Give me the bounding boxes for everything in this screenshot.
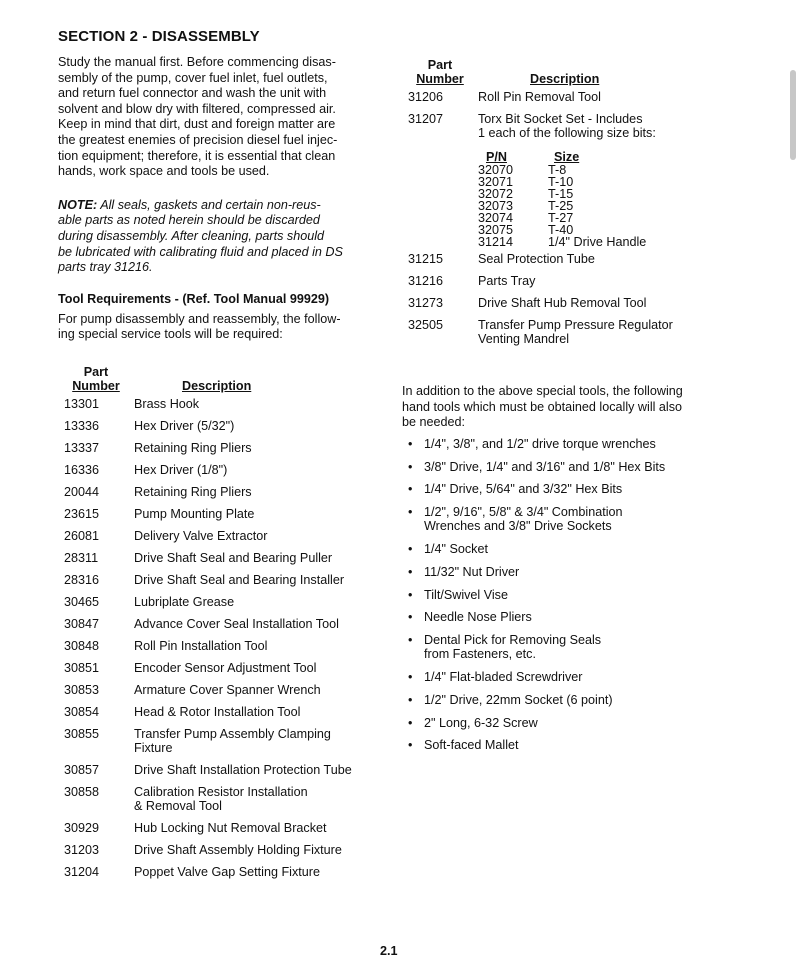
bullet-icon: • xyxy=(408,505,413,520)
list-item-line: 3/8" Drive, 1/4" and 3/16" and 1/8" Hex Bits xyxy=(424,459,666,474)
part-description xyxy=(134,679,352,701)
bit-pn: 32073 xyxy=(478,199,514,213)
bit-size: T-40 xyxy=(548,223,574,237)
intro-paragraph xyxy=(58,55,380,180)
list-item-line: Needle Nose Pliers xyxy=(424,610,532,625)
bullet-icon: • xyxy=(408,587,413,602)
bit-pn: 31214 xyxy=(478,235,514,249)
part-number: 31204 xyxy=(64,864,100,879)
part-description xyxy=(478,248,673,270)
bullet-icon: • xyxy=(408,610,413,625)
table-row xyxy=(58,437,352,459)
part-description xyxy=(134,635,352,657)
part-description xyxy=(134,839,352,861)
description-line: Hex Driver (5/32") xyxy=(134,418,235,433)
hand-tools-intro-line: In addition to the above special tools, the following xyxy=(402,384,683,398)
table-row xyxy=(58,635,352,657)
table-row xyxy=(58,415,352,437)
part-number: 23615 xyxy=(64,506,100,521)
description-line: Head & Rotor Installation Tool xyxy=(134,704,301,719)
tool-requirements-text xyxy=(58,312,380,343)
left-tools-table xyxy=(58,365,352,883)
page-number: 2.1 xyxy=(380,944,398,958)
table-row xyxy=(58,525,352,547)
part-number: 30465 xyxy=(64,594,100,609)
part-description xyxy=(478,108,673,144)
left-tools-body xyxy=(58,393,352,883)
list-item-line: 1/4", 3/8", and 1/2" drive torque wrenches xyxy=(424,436,656,451)
description-line: Drive Shaft Seal and Bearing Puller xyxy=(134,550,333,565)
part-description xyxy=(134,781,352,817)
list-item xyxy=(402,588,742,602)
part-number: 30848 xyxy=(64,638,100,653)
bullet-icon: • xyxy=(408,715,413,730)
tool-requirements-line: For pump disassembly and reassembly, the follow- xyxy=(58,311,341,326)
description-line: 1 each of the following size bits: xyxy=(478,126,656,140)
bullet-icon: • xyxy=(408,669,413,684)
list-item-line: 1/4" Socket xyxy=(424,541,488,556)
part-number: 30847 xyxy=(64,616,100,631)
part-number: 13336 xyxy=(64,418,100,433)
part-number: 31207 xyxy=(408,112,444,126)
note-paragraph xyxy=(58,198,380,276)
part-number: 31273 xyxy=(408,296,444,310)
description-line: Armature Cover Spanner Wrench xyxy=(134,682,321,697)
part-description xyxy=(134,613,352,635)
part-number: 13337 xyxy=(64,440,100,455)
table-row xyxy=(402,292,673,314)
size-header: Size xyxy=(554,150,580,164)
part-number: 31206 xyxy=(408,90,444,104)
list-item xyxy=(402,633,742,661)
description-header xyxy=(478,58,673,86)
intro-line: and return fuel connector and wash the unit with xyxy=(58,86,327,101)
table-row xyxy=(58,861,352,883)
right-tools-table xyxy=(402,58,673,350)
part-number: 30857 xyxy=(64,762,100,777)
list-item xyxy=(402,482,742,496)
table-row xyxy=(58,547,352,569)
description-line: Advance Cover Seal Installation Tool xyxy=(134,616,339,631)
part-number: 20044 xyxy=(64,484,100,499)
note-line: be lubricated with calibrating fluid and placed in DS xyxy=(58,244,343,259)
part-description xyxy=(134,817,352,839)
part-description xyxy=(134,503,352,525)
note-line: able parts as noted herein should be discarded xyxy=(58,213,320,228)
note-text: All seals, gaskets and certain non-reus- xyxy=(100,197,321,212)
description-line: Hub Locking Nut Removal Bracket xyxy=(134,820,327,835)
part-description xyxy=(134,701,352,723)
table-row xyxy=(58,657,352,679)
table-row xyxy=(58,481,352,503)
bit-pn: 32074 xyxy=(478,211,514,225)
bullet-icon: • xyxy=(408,738,413,753)
part-number: 31216 xyxy=(408,274,444,288)
list-item-line: 2" Long, 6-32 Screw xyxy=(424,715,538,730)
part-description xyxy=(134,393,352,415)
description-line: Transfer Pump Assembly Clamping xyxy=(134,726,331,741)
bit-size-header xyxy=(478,150,673,164)
list-item xyxy=(402,460,742,474)
hand-tools-intro-line: hand tools which must be obtained locally will also xyxy=(402,399,683,414)
table-row xyxy=(58,817,352,839)
table-row xyxy=(402,86,673,108)
bullet-icon: • xyxy=(408,564,413,579)
description-line: Transfer Pump Pressure Regulator xyxy=(478,318,673,332)
part-description xyxy=(478,86,673,108)
part-number: 13301 xyxy=(64,396,100,411)
bullet-icon: • xyxy=(408,633,413,648)
note-line: during disassembly. After cleaning, parts should xyxy=(58,228,325,243)
intro-line: solvent and blow dry with filtered, compressed air. xyxy=(58,101,336,116)
description-line: Drive Shaft Seal and Bearing Installer xyxy=(134,572,345,587)
bullet-icon: • xyxy=(408,692,413,707)
list-item-line: 1/4" Drive, 5/64" and 3/32" Hex Bits xyxy=(424,482,623,497)
part-description xyxy=(478,270,673,292)
bullet-icon: • xyxy=(408,436,413,451)
list-item xyxy=(402,505,742,533)
bullet-icon: • xyxy=(408,459,413,474)
part-description xyxy=(134,459,352,481)
left-column xyxy=(58,28,380,883)
table-row xyxy=(402,314,673,350)
list-item-line: 1/2", 9/16", 5/8" & 3/4" Combination xyxy=(424,505,623,520)
description-line: Encoder Sensor Adjustment Tool xyxy=(134,660,317,675)
description-line: Fixture xyxy=(134,740,173,755)
section-title: SECTION 2 - DISASSEMBLY xyxy=(58,28,260,45)
note-line: parts tray 31216. xyxy=(58,260,153,275)
bullet-icon: • xyxy=(408,482,413,497)
list-item xyxy=(402,738,742,752)
note-label: NOTE: xyxy=(58,197,98,212)
list-item xyxy=(402,437,742,451)
torx-bit-list xyxy=(402,144,673,248)
list-item-line: Dental Pick for Removing Seals xyxy=(424,633,602,648)
tool-requirements-title: Tool Requirements - (Ref. Tool Manual 99929) xyxy=(58,291,330,306)
part-number: 30855 xyxy=(64,726,100,741)
tool-requirements-line: ing special service tools will be required: xyxy=(58,327,283,342)
table-row xyxy=(58,679,352,701)
part-number: 28316 xyxy=(64,572,100,587)
scrollbar-thumb[interactable] xyxy=(790,70,796,160)
bit-rows xyxy=(478,164,673,248)
part-number: 30854 xyxy=(64,704,100,719)
list-item-line: Tilt/Swivel Vise xyxy=(424,587,508,602)
bit-size: T-10 xyxy=(548,175,574,189)
description-line: Pump Mounting Plate xyxy=(134,506,255,521)
part-description xyxy=(134,591,352,613)
part-description xyxy=(134,481,352,503)
description-line: Seal Protection Tube xyxy=(478,252,595,266)
table-row xyxy=(58,459,352,481)
description-line: Lubriplate Grease xyxy=(134,594,235,609)
description-line: Drive Shaft Installation Protection Tube xyxy=(134,762,352,777)
part-number: 31203 xyxy=(64,842,100,857)
part-description xyxy=(134,723,352,759)
table-row xyxy=(58,701,352,723)
list-item-line: Wrenches and 3/8" Drive Sockets xyxy=(424,519,612,534)
bit-size-block xyxy=(478,150,673,248)
table-row xyxy=(402,108,673,144)
description-line: Drive Shaft Hub Removal Tool xyxy=(478,296,647,310)
part-description xyxy=(134,657,352,679)
bit-size: 1/4" Drive Handle xyxy=(548,235,647,249)
table-row xyxy=(58,569,352,591)
list-item-line: 1/2" Drive, 22mm Socket (6 point) xyxy=(424,692,613,707)
part-number: 16336 xyxy=(64,462,100,477)
table-row xyxy=(58,591,352,613)
part-description xyxy=(478,292,673,314)
bit-pn: 32072 xyxy=(478,187,514,201)
right-tools-body-b xyxy=(402,248,673,350)
part-description xyxy=(134,415,352,437)
list-item-line: Soft-faced Mallet xyxy=(424,738,519,753)
pn-header: P/N xyxy=(486,150,507,164)
description-line: Parts Tray xyxy=(478,274,536,288)
table-row xyxy=(58,781,352,817)
table-row xyxy=(402,248,673,270)
table-row xyxy=(58,613,352,635)
intro-line: Keep in mind that dirt, dust and foreign matter are xyxy=(58,117,336,132)
part-description xyxy=(134,861,352,883)
description-line: Hex Driver (1/8") xyxy=(134,462,228,477)
list-item xyxy=(402,542,742,556)
description-line: Retaining Ring Pliers xyxy=(134,440,252,455)
intro-line: the greatest enemies of precision diesel fuel injec- xyxy=(58,132,338,147)
list-item xyxy=(402,565,742,579)
description-line: Delivery Valve Extractor xyxy=(134,528,268,543)
table-row xyxy=(58,759,352,781)
description-line: Brass Hook xyxy=(134,396,200,411)
header-description: Description xyxy=(182,378,252,393)
part-description xyxy=(134,569,352,591)
header-number: Number xyxy=(416,72,464,86)
part-description xyxy=(134,759,352,781)
hand-tools-intro-line: be needed: xyxy=(402,415,466,430)
intro-line: hands, work space and tools be used. xyxy=(58,164,270,179)
part-number: 30851 xyxy=(64,660,100,675)
part-number: 26081 xyxy=(64,528,100,543)
part-number: 30858 xyxy=(64,784,100,799)
bit-row xyxy=(478,236,673,248)
hand-tools-list xyxy=(402,437,742,753)
bit-size: T-15 xyxy=(548,187,574,201)
part-number: 32505 xyxy=(408,318,444,332)
description-line: Retaining Ring Pliers xyxy=(134,484,252,499)
intro-line: tion equipment; therefore, it is essential that clean xyxy=(58,148,336,163)
table-row xyxy=(58,723,352,759)
description-line: Drive Shaft Assembly Holding Fixture xyxy=(134,842,342,857)
right-column xyxy=(402,58,742,761)
description-line: Venting Mandrel xyxy=(478,332,570,346)
description-line: Roll Pin Removal Tool xyxy=(478,90,601,104)
bit-pn: 32071 xyxy=(478,175,514,189)
description-line: Torx Bit Socket Set - Includes xyxy=(478,112,643,126)
list-item xyxy=(402,670,742,684)
intro-line: Study the manual first. Before commencing disas- xyxy=(58,55,336,69)
bit-size: T-8 xyxy=(548,163,567,177)
header-number: Number xyxy=(72,378,120,393)
bit-pn: 32070 xyxy=(478,163,514,177)
table-row xyxy=(58,839,352,861)
header-part: Part xyxy=(83,364,109,379)
table-row xyxy=(402,270,673,292)
part-description xyxy=(134,437,352,459)
list-item xyxy=(402,693,742,707)
description-header xyxy=(134,365,352,393)
bit-size: T-27 xyxy=(548,211,574,225)
part-description xyxy=(134,547,352,569)
list-item-line: 11/32" Nut Driver xyxy=(424,564,520,579)
hand-tools-intro xyxy=(402,384,742,431)
part-number-header xyxy=(58,365,134,393)
description-line: Poppet Valve Gap Setting Fixture xyxy=(134,864,320,879)
list-item xyxy=(402,610,742,624)
part-number: 30853 xyxy=(64,682,100,697)
header-part: Part xyxy=(427,58,453,72)
part-number-header xyxy=(402,58,478,86)
list-item xyxy=(402,716,742,730)
note-line xyxy=(58,198,380,214)
table-row xyxy=(58,503,352,525)
bit-pn: 32075 xyxy=(478,223,514,237)
intro-line: sembly of the pump, cover fuel inlet, fuel outlets, xyxy=(58,70,328,85)
table-row xyxy=(58,393,352,415)
right-tools-body-a xyxy=(402,86,673,144)
list-item-line: from Fasteners, etc. xyxy=(424,647,536,662)
part-number: 28311 xyxy=(64,550,99,565)
description-line: Roll Pin Installation Tool xyxy=(134,638,268,653)
bit-size: T-25 xyxy=(548,199,574,213)
part-description xyxy=(134,525,352,547)
part-number: 31215 xyxy=(408,252,444,266)
description-line: Calibration Resistor Installation xyxy=(134,784,308,799)
list-item-line: 1/4" Flat-bladed Screwdriver xyxy=(424,669,583,684)
bullet-icon: • xyxy=(408,541,413,556)
header-description: Description xyxy=(530,72,600,86)
part-number: 30929 xyxy=(64,820,100,835)
description-line: & Removal Tool xyxy=(134,798,222,813)
part-description xyxy=(478,314,673,350)
